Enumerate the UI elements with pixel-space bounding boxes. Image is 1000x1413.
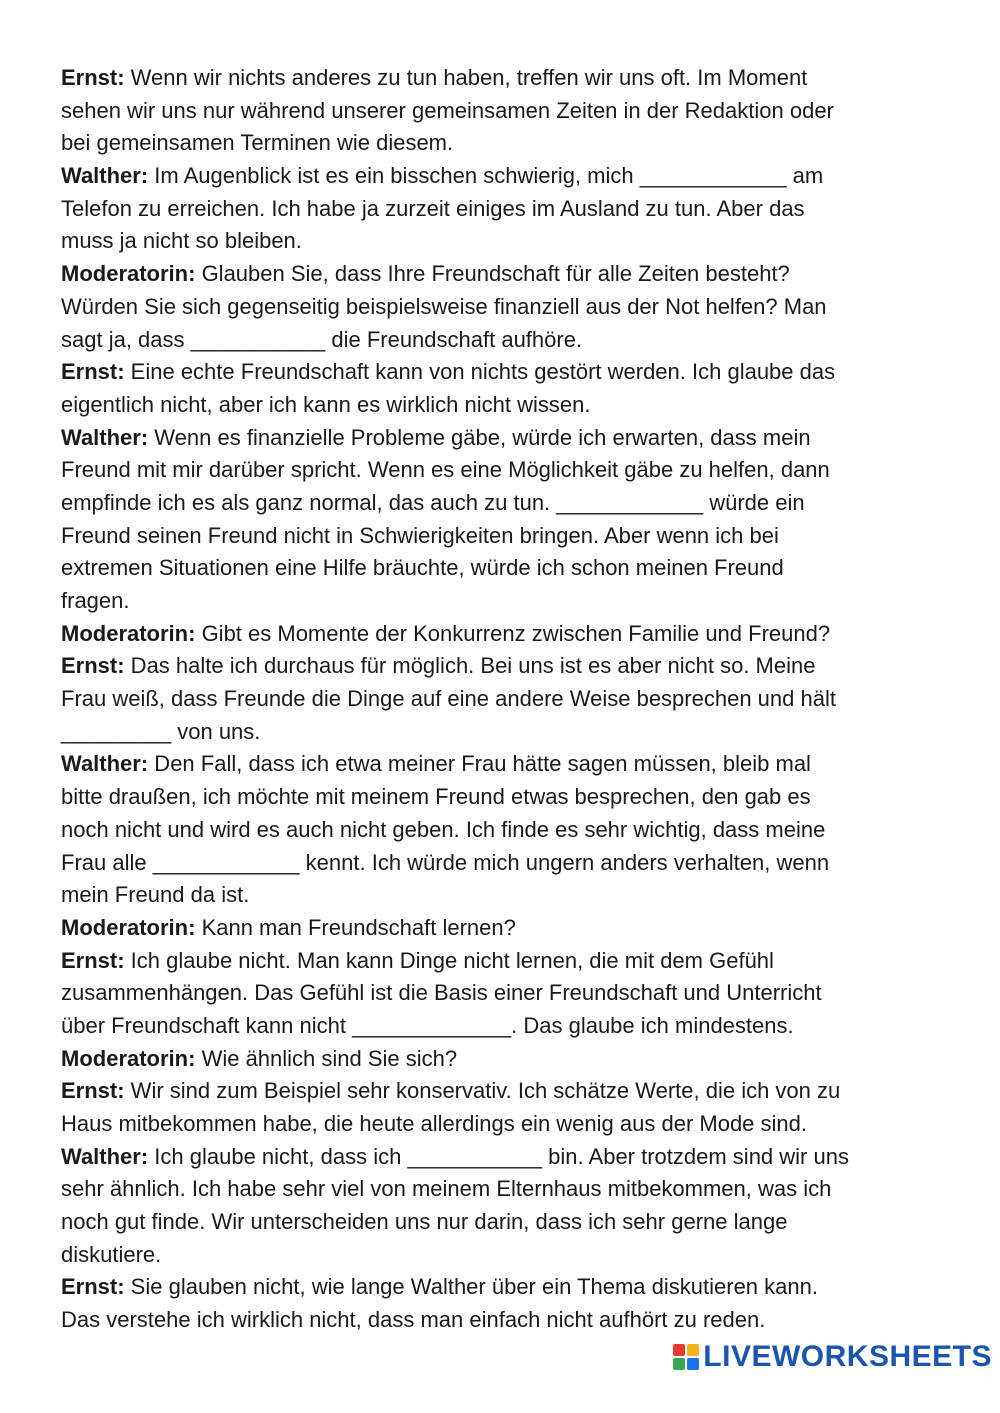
line-text: Frau alle <box>61 849 153 875</box>
line-text: sehr ähnlich. Ich habe sehr viel von meinem Elternhaus mitbekommen, was ich <box>61 1176 832 1202</box>
line-text: bin. Aber trotzdem sind wir uns <box>542 1143 849 1169</box>
text-line <box>61 781 951 814</box>
line-text: Kann man Freundschaft lernen? <box>195 914 516 940</box>
text-line <box>61 422 951 455</box>
speaker-label: Ernst: <box>61 1274 125 1300</box>
text-line <box>61 389 951 422</box>
text-line <box>61 814 951 847</box>
line-text: Das halte ich durchaus für möglich. Bei uns ist es aber nicht so. Meine <box>124 653 816 679</box>
text-line <box>61 977 951 1010</box>
speaker-label: Ernst: <box>61 359 125 385</box>
speaker-label: Moderatorin: <box>61 914 196 940</box>
line-text: Im Augenblick ist es ein bisschen schwierig, mich <box>148 163 640 189</box>
line-text: Freund mit mir darüber spricht. Wenn es eine Möglichkeit gäbe zu helfen, dann <box>61 457 830 483</box>
speaker-label: Ernst: <box>61 1078 125 1104</box>
text-line <box>61 193 951 226</box>
text-line <box>61 912 951 945</box>
text-line <box>61 716 951 749</box>
line-text: Gibt es Momente der Konkurrenz zwischen Familie und Freund? <box>195 620 831 646</box>
logo-square-red <box>673 1344 685 1356</box>
text-line <box>61 62 951 95</box>
line-text: von uns. <box>171 718 261 744</box>
line-text: bitte draußen, ich möchte mit meinem Freund etwas besprechen, den gab es <box>61 784 811 810</box>
text-line <box>61 1304 951 1337</box>
fill-in-blank[interactable]: _________ <box>61 718 172 744</box>
line-text: sagt ja, dass <box>61 326 191 352</box>
text-line <box>61 324 951 357</box>
line-text: extremen Situationen eine Hilfe bräuchte, würde ich schon meinen Freund <box>61 555 784 581</box>
line-text: Das verstehe ich wirklich nicht, dass man einfach nicht aufhört zu reden. <box>61 1307 766 1333</box>
fill-in-blank[interactable]: ____________ <box>556 489 704 515</box>
text-line <box>61 1010 951 1043</box>
speaker-label: Ernst: <box>61 653 125 679</box>
text-line <box>61 127 951 160</box>
text-line <box>61 1173 951 1206</box>
line-text: muss ja nicht so bleiben. <box>61 228 302 254</box>
fill-in-blank[interactable]: ____________ <box>152 849 300 875</box>
logo-square-green <box>673 1358 685 1370</box>
line-text: sehen wir uns nur während unserer gemeinsamen Zeiten in der Redaktion oder <box>61 97 834 123</box>
liveworksheets-branding[interactable] <box>673 1341 992 1373</box>
speaker-label: Walther: <box>61 751 149 777</box>
text-line <box>61 1271 951 1304</box>
line-text: Frau weiß, dass Freunde die Dinge auf eine andere Weise besprechen und hält <box>61 686 836 712</box>
text-line <box>61 945 951 978</box>
text-line <box>61 847 951 880</box>
text-line <box>61 683 951 716</box>
fill-in-blank[interactable]: ___________ <box>407 1143 543 1169</box>
line-text: . Das glaube ich mindestens. <box>511 1012 794 1038</box>
line-text: eigentlich nicht, aber ich kann es wirklich nicht wissen. <box>61 391 591 417</box>
logo-square-yellow <box>687 1344 699 1356</box>
text-line <box>61 1075 951 1108</box>
line-text: Wir sind zum Beispiel sehr konservativ. Ich schätze Werte, die ich von zu <box>124 1078 841 1104</box>
fill-in-blank[interactable]: _____________ <box>352 1012 512 1038</box>
text-line <box>61 1206 951 1239</box>
liveworksheets-logo-icon <box>673 1344 699 1370</box>
line-text: Ich glaube nicht, dass ich <box>148 1143 408 1169</box>
line-text: am <box>786 163 824 189</box>
speaker-label: Walther: <box>61 1143 149 1169</box>
line-text: diskutiere. <box>61 1241 162 1267</box>
line-text: Würden Sie sich gegenseitig beispielsweise finanziell aus der Not helfen? Man <box>61 293 827 319</box>
fill-in-blank[interactable]: ___________ <box>190 326 326 352</box>
text-line <box>61 487 951 520</box>
line-text: Telefon zu erreichen. Ich habe ja zurzeit einiges im Ausland zu tun. Aber das <box>61 195 805 221</box>
text-line <box>61 585 951 618</box>
line-text: fragen. <box>61 588 130 613</box>
text-line <box>61 291 951 324</box>
line-text: Freund seinen Freund nicht in Schwierigkeiten bringen. Aber wenn ich bei <box>61 522 779 548</box>
text-line <box>61 1108 951 1141</box>
text-line <box>61 258 951 291</box>
liveworksheets-wordmark: LIVEWORKSHEETS <box>703 1340 992 1373</box>
line-text: die Freundschaft aufhöre. <box>325 326 583 352</box>
line-text: Ich glaube nicht. Man kann Dinge nicht lernen, die mit dem Gefühl <box>124 947 774 973</box>
text-line <box>61 1141 951 1174</box>
line-text: noch gut finde. Wir unterscheiden uns nur darin, dass ich sehr gerne lange <box>61 1209 788 1235</box>
text-line <box>61 1239 951 1272</box>
line-text: empfinde ich es als ganz normal, das auch zu tun. <box>61 489 557 515</box>
text-line <box>61 618 951 651</box>
line-text: Wie ähnlich sind Sie sich? <box>195 1045 458 1071</box>
speaker-label: Ernst: <box>61 65 125 90</box>
text-line <box>61 95 951 128</box>
fill-in-blank[interactable]: ____________ <box>639 163 787 189</box>
line-text: kennt. Ich würde mich ungern anders verhalten, wenn <box>299 849 830 875</box>
text-line <box>61 650 951 683</box>
line-text: bei gemeinsamen Terminen wie diesem. <box>61 130 454 156</box>
speaker-label: Walther: <box>61 424 149 450</box>
line-text: zusammenhängen. Das Gefühl ist die Basis einer Freundschaft und Unterricht <box>61 980 822 1006</box>
line-text: Sie glauben nicht, wie lange Walther über ein Thema diskutieren kann. <box>124 1274 818 1300</box>
text-line <box>61 225 951 258</box>
speaker-label: Ernst: <box>61 947 125 973</box>
text-line <box>61 748 951 781</box>
text-line <box>61 520 951 553</box>
text-line <box>61 454 951 487</box>
logo-square-blue <box>687 1358 699 1370</box>
speaker-label: Moderatorin: <box>61 1045 196 1071</box>
line-text: Den Fall, dass ich etwa meiner Frau hätte sagen müssen, bleib mal <box>148 751 811 777</box>
line-text: Wenn es finanzielle Probleme gäbe, würde ich erwarten, dass mein <box>148 424 811 450</box>
line-text: Glauben Sie, dass Ihre Freundschaft für alle Zeiten besteht? <box>195 261 790 287</box>
line-text: Wenn wir nichts anderes zu tun haben, treffen wir uns oft. Im Moment <box>124 65 808 90</box>
line-text: noch nicht und wird es auch nicht geben. Ich finde es sehr wichtig, dass meine <box>61 816 826 842</box>
line-text: mein Freund da ist. <box>61 882 250 908</box>
line-text: würde ein <box>703 489 805 515</box>
text-line <box>61 356 951 389</box>
line-text: Eine echte Freundschaft kann von nichts gestört werden. Ich glaube das <box>124 359 836 385</box>
speaker-label: Moderatorin: <box>61 620 196 646</box>
text-line <box>61 1043 951 1076</box>
line-text: über Freundschaft kann nicht <box>61 1012 353 1038</box>
text-line <box>61 552 951 585</box>
speaker-label: Walther: <box>61 163 149 189</box>
line-text: Haus mitbekommen habe, die heute allerdings ein wenig aus der Mode sind. <box>61 1111 807 1136</box>
speaker-label: Moderatorin: <box>61 261 196 287</box>
worksheet-text <box>61 62 951 1337</box>
text-line <box>61 160 951 193</box>
text-line <box>61 879 951 912</box>
